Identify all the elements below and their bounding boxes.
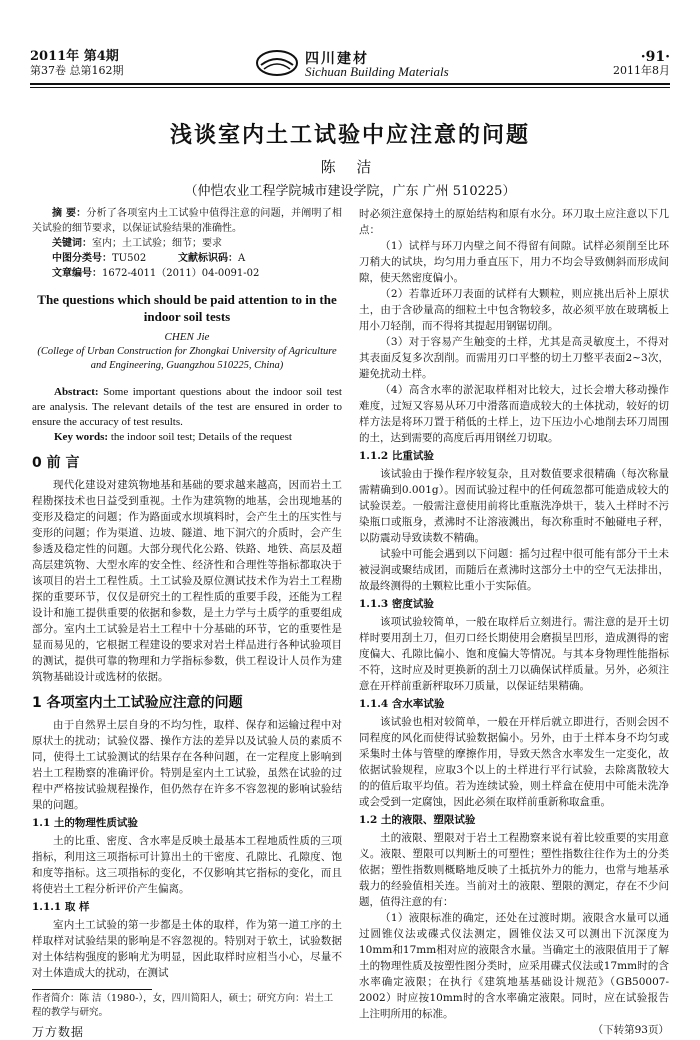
section-1-1-3-paragraph: 该项试验较简单，一般在取样后立刻进行。需注意的是开土切样时要用刮土刀，但刃口经长期使用会磨损呈凹形，造成测得的密度偏大、孔隙比偏小、饱和度偏大等情况。与其本身物理性能指标不符，这时应及时更换新的刮土刀以确保试样质量。另外，必须注意在开样前重新秤取环刀质量，以保证结果精确。 (359, 616, 669, 692)
section-1-1-1-heading: 1.1.1 取 样 (32, 901, 90, 913)
article-affiliation: （仲恺农业工程学院城市建设学院，广东 广州 510225） (184, 184, 516, 199)
liquid-limit-item-1: （1）液限标准的确定，还处在过渡时期。液限含水量可以通过圆锥仪法或碟式仪法测定，圆锥仪法又可以测出下沉深度为10mm和17mm相对应的液限含水量。当确定土的液限值用于了解土的物理性质及按塑性图分类时，应采用碟式仪法或17mm时的含水率确定液限；在执行《建筑地基基础设计规范》（GB50007-2002）时应按10mm时的含水率确定液限。同时，应在试验报告上注明所用的标准。 (359, 912, 669, 1020)
keywords-cn-label: 关键词： (52, 238, 92, 249)
journal-logo-icon (255, 48, 299, 78)
abstract-cn-text: 分析了各项室内土工试验中值得注意的问题，并阐明了相关试验的细节要求，以保证试验结果的准确性。 (32, 208, 343, 234)
journal-name-cn: 四川建材 (305, 51, 369, 67)
footnote-rule (32, 989, 152, 990)
volume: 第37卷 总第162期 (30, 64, 124, 77)
section-1-1-4-heading: 1.1.4 含水率试验 (359, 698, 445, 710)
section-1-1-2-heading: 1.1.2 比重试验 (359, 450, 434, 462)
issue-date: 2011年8月 (613, 64, 670, 77)
header-issue (30, 50, 124, 78)
section-1-1-4-paragraph: 该试验也相对较简单，一般在开样后就立即进行，否则会因不同程度的风化而使得试验数据偏小。另外，由于土样本身不均匀或采集时土体与管壁的摩擦作用，导致天然含水率发生一定变化，故依据试验规程，应取3个以上的土样进行平行试验，去除离散较大的的值后取平均值。若为连续试验，则土样盒在使用中可能未洗净或会受到一定腐蚀，因此必须在取样前重新称取盒重。 (359, 716, 669, 808)
section-1-1-1-continued: 时必须注意保持土的原始结构和原有水分。环刀取土应注意以下几点： (359, 208, 669, 236)
english-keywords-label: Key words: (54, 431, 109, 443)
article-number-value: 1672-4011（2011）04-0091-02 (102, 268, 260, 279)
english-keywords-para (32, 430, 342, 445)
doc-code-label: 文献标识码： (177, 253, 238, 264)
article-author: 陈 洁 (320, 158, 380, 176)
header-rule-thick (30, 83, 670, 85)
english-author: CHEN Jie (164, 331, 210, 343)
abstract-cn-label: 摘 要： (52, 208, 87, 219)
left-column (32, 206, 342, 1040)
section-0-paragraph: 现代化建设对建筑物地基和基础的要求越来越高，因而岩土工程勘探技术也日益受到重视。土作为建筑物的地基，会出现地基的变形及稳定的问题；作为路面或水坝填料时，会产生土的压实性与变形的问题；作为渠道、边坡、隧道、地下洞穴的介质时，会产生参透及稳定性的问题。大部分现代化公路、铁路、地铁、高层及超高层建筑物、大型水库的安全性、经济性和合理性等指标都取决于该项目的岩土工程性质。土工试验及原位测试技术作为岩土工程勘探的重要环节，仅仅是研究土的工程性质的重要手段，还能为工程设计和施工提供重要的依据和参数，是土力学与土质学的重要组成部分。室内土工试验是岩土工程中十分基础的环节，它的重要性是显而易见的，它根据工程建设的要求对岩土样品进行各种试验项目的测试，提供可靠的物理和力学指标参数，供工程设计人员作为建筑物基础设计或选材的依据。 (32, 479, 342, 683)
year-issue: 2011年 第4期 (30, 49, 119, 64)
sampling-item-1: （1）试样与环刀内壁之间不得留有间隙。试样必须削至比环刀稍大的试块，均匀用力垂直压下，用力不均会导致侧斜而形成间隙，使天然密度偏小。 (359, 240, 669, 284)
article-number-label: 文章编号： (52, 268, 102, 279)
english-abstract-text: Some important questions about the indoor soil test are analysis. The relevant details of the test are ensured in order to ensure the accuracy of test results. (32, 386, 342, 428)
english-affiliation: (College of Urban Construction for Zhongkai University of Agriculture and Engineering, Guangzhou 510225, China) (37, 346, 337, 371)
english-abstract-para (32, 385, 342, 430)
header-page-info (613, 50, 670, 78)
section-1-2-paragraph: 土的液限、塑限对于岩土工程勘察来说有着比较重要的实用意义。液限、塑限可以判断土的可塑性；塑性指数往往作为土的分类依据；塑性指数则概略地反映了土抵抗外力的能力，也常与地基承载力的经验值相关连。当前对土的液限、塑限的测定，存在不少问题，值得注意的有： (359, 832, 669, 908)
section-1-1-2-paragraph-1: 该试验由于操作程序较复杂，且对数值要求很精确（每次称量需精确到0.001g）。因而试验过程中的任何疏忽都可能造成较大的试验误差。一般需注意使用前将比重瓶洗净烘干，装入土样时不污染瓶口或瓶身，煮沸时不让溶液溅出，每次称重时不触碰电子秤，以防震动导致读数不精确。 (359, 468, 669, 544)
abstract-cn (32, 206, 342, 281)
section-1-2-heading: 1.2 土的液限、塑限试验 (359, 814, 476, 826)
page-number: ·91· (640, 49, 670, 65)
continued-note: （下转第93页） (592, 1024, 669, 1036)
clc-value: TU502 (112, 253, 147, 264)
english-title: The questions which should be paid attention to in the indoor soil tests (37, 292, 337, 324)
doc-code-value: A (237, 253, 246, 264)
keywords-cn: 室内；土工试验；细节；要求 (92, 238, 222, 249)
section-1-1-1-paragraph: 室内土工试验的第一步都是土体的取样，作为第一道工序的土样取样对试验结果的影响是不容忽视的。特别对于软土，试验数据对土体结构强度的影响尤为明显，因此取样时应相当小心，尽量不对土体造成大的扰动，在测试 (32, 919, 342, 979)
right-column (359, 206, 669, 1038)
sampling-item-3: （3）对于容易产生触变的土样，尤其是高灵敏度土，不得对其表面反复多次刮削。而需用刃口平整的切土刀整平表面2~3次，避免扰动土样。 (359, 336, 669, 380)
journal-name-en: Sichuan Building Materials (305, 64, 449, 79)
section-1-paragraph: 由于自然界土层自身的不均匀性，取样、保存和运输过程中对原状土的扰动；试验仪器、操作方法的差异以及试验人员的素质不同，使得土工试验测试的结果存在各种问题，在一定程度上影响到岩土工程勘察的准确评价。特别是室内土工试验，虽然在试验的过程中严格按试验规程操作，但仍然存在许多不容忽视的影响试验结果的问题。 (32, 719, 342, 811)
section-1-1-heading: 1.1 土的物理性质试验 (32, 817, 138, 829)
journal-masthead (255, 48, 465, 84)
article-number-line (32, 266, 342, 281)
english-abstract-label: Abstract: (54, 386, 99, 398)
english-abstract (32, 385, 342, 445)
sampling-item-4: （4）高含水率的淤泥取样相对比较大，过长会增大移动操作难度，过短又容易从环刀中滑落而造成较大的土体扰动，较好的切样方法是将环刀置于稍低的土样上，边下压边小心地削去环刀周围的土，达到需要的高度后再用钢丝刀切取。 (359, 384, 669, 444)
wanfang-watermark: 万方数据 (32, 1025, 85, 1039)
section-1-1-2-paragraph-2: 试验中可能会遇到以下问题：摇匀过程中很可能有部分干土未被浸润或聚结成团，而随后在煮沸时这部分土中的空气无法排出，故最终测得的土颗粒比重小于实际值。 (359, 548, 669, 592)
sampling-item-2: （2）若靠近环刀表面的试样有大颗粒，则应挑出后补上原状土，由于含砂量高的细粒土中包含物较多，故必须平放在玻璃板上用小刀轻削，而不得将其提起用钢锯切削。 (359, 288, 669, 332)
article-title: 浅谈室内土工试验中应注意的问题 (169, 123, 530, 148)
section-0-heading: 0 前 言 (32, 455, 80, 471)
abstract-cn-line (32, 206, 342, 236)
header-rule-thin (30, 87, 670, 88)
clc-label: 中图分类号： (52, 253, 112, 264)
keywords-cn-line (32, 236, 342, 251)
author-footnote: 作者简介：陈 洁（1980-），女，四川简阳人，硕士；研究方向：岩土工程的教学与研究。 (32, 993, 334, 1018)
section-1-heading: 1 各项室内土工试验应注意的问题 (32, 695, 243, 711)
section-1-1-3-heading: 1.1.3 密度试验 (359, 598, 434, 610)
english-keywords: the indoor soil test; Details of the request (110, 431, 292, 443)
section-1-1-paragraph: 土的比重、密度、含水率是反映土最基本工程地质性质的三项指标，利用这三项指标可计算出土的干密度、孔隙比、孔隙度、饱和度等指标。这三项指标的变化，不仅影响其它指标的变化，而且将使岩土工程分析评价产生偏离。 (32, 835, 342, 895)
classification-line (32, 251, 342, 266)
